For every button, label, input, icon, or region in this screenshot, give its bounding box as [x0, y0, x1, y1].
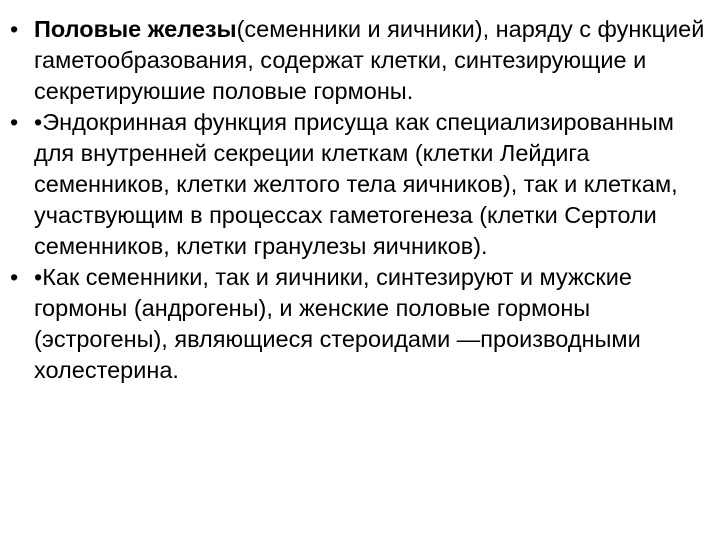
bullet-marker: • — [10, 109, 19, 135]
bullet-text: (семенники и яичники), наряду с функцией гаметообразования, содержат клетки, синтезирующие и секретируюшие половые гормоны. — [34, 16, 705, 104]
bullet-item-endocrine-function — [8, 107, 708, 262]
bullet-item-hormones — [8, 262, 708, 386]
bullet-item-gonads — [8, 14, 708, 107]
bullet-text: •Как семенники, так и яичники, синтезируют и мужские гормоны (андрогены), и женские половые гормоны (эстрогены), являющиеся стероидами —производными холестерина. — [34, 264, 641, 383]
bold-term: Половые железы — [34, 16, 237, 42]
bullet-marker: • — [10, 16, 19, 42]
bullet-marker: • — [10, 264, 19, 290]
bullet-list — [8, 14, 708, 386]
bullet-text: •Эндокринная функция присуща как специализированным для внутренней секреции клеткам (клетки Лейдига семенников, клетки желтого тела яичников), так и клеткам, участвующим в процессах гаметогенеза (клетки Сертоли семенников, клетки гранулезы яичников). — [34, 109, 678, 259]
